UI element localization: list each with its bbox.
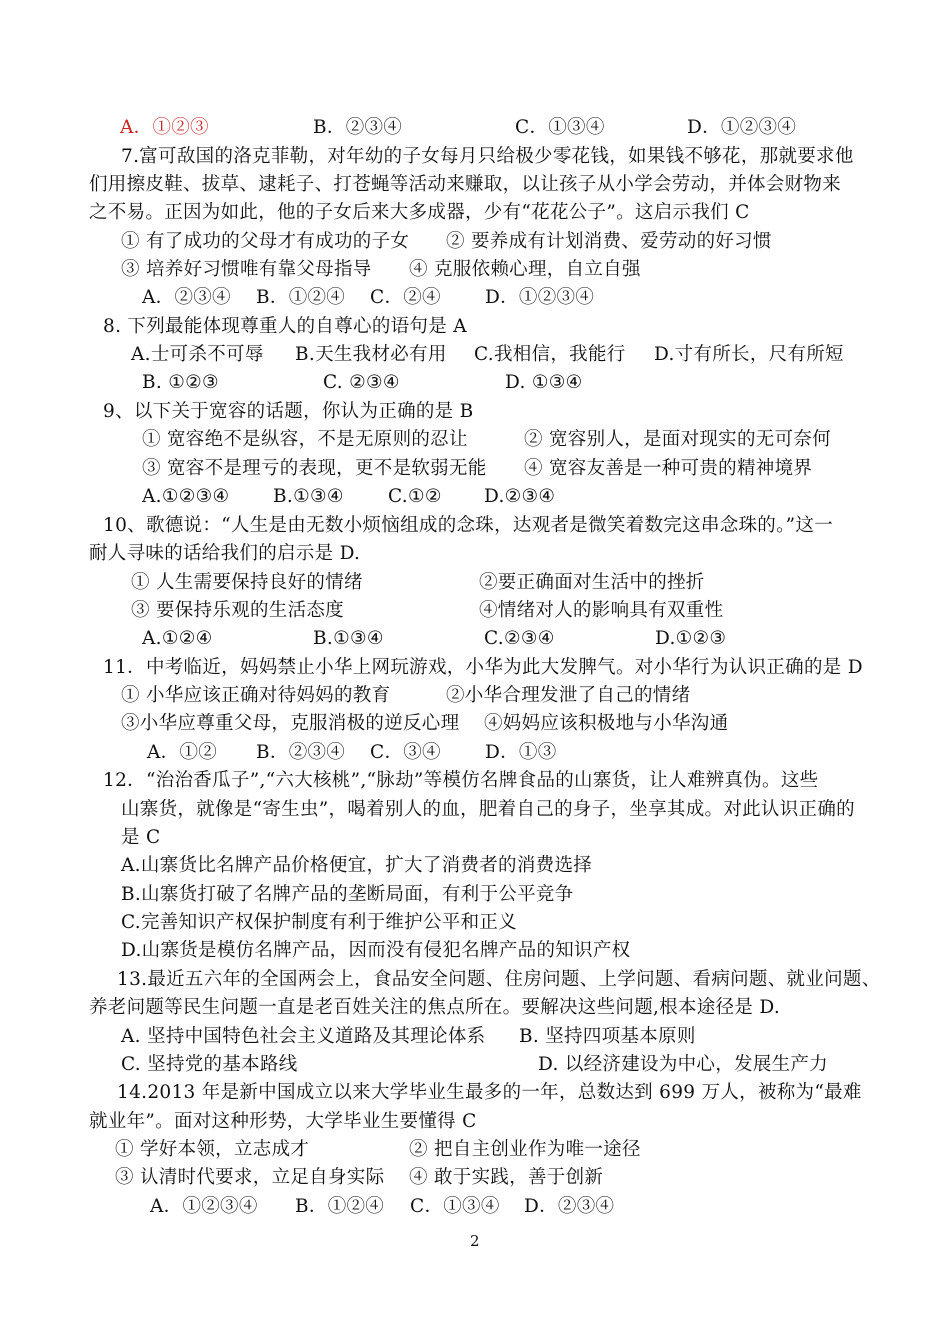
q9-option-b: B.①③④ — [273, 486, 344, 507]
q12-item-a: A.山寨货比名牌产品价格便宜，扩大了消费者的消费选择 — [121, 855, 593, 876]
q14-stem-line1: 14.2013 年是新中国成立以来大学毕业生最多的一年，总数达到 699 万人，被称为“最难 — [117, 1082, 862, 1103]
page-number: 2 — [470, 1232, 480, 1250]
q9-option-c: C.①② — [388, 486, 442, 507]
q9-item-1: ① 宽容绝不是纵容，不是无原则的忍让 — [142, 429, 468, 450]
q10-option-a: A.①②④ — [142, 628, 213, 649]
q11-option-b: B．②③④ — [256, 742, 346, 763]
q9-option-d: D.②③④ — [484, 486, 556, 507]
q10-option-b: B.①③④ — [313, 628, 384, 649]
q14-option-d: D．②③④ — [524, 1196, 615, 1217]
q12-stem-line3: 是 C — [121, 827, 161, 848]
q7-option-b: B．①②④ — [256, 287, 346, 308]
q13-item-c: C. 坚持党的基本路线 — [121, 1054, 298, 1075]
q8-option-d: D. ①③④ — [505, 372, 583, 393]
q8-stem: 8. 下列最能体现尊重人的自尊心的语句是 A — [103, 316, 467, 337]
q7-item-2: ② 要养成有计划消费、爱劳动的好习惯 — [446, 231, 772, 252]
q13-stem-line2: 养老问题等民生问题一直是老百姓关注的焦点所在。要解决这些问题,根本途径是 D. — [89, 997, 781, 1018]
q9-stem: 9、以下关于宽容的话题，你认为正确的是 B — [103, 401, 474, 422]
q13-item-d: D. 以经济建设为中心，发展生产力 — [538, 1054, 829, 1075]
q12-stem-line2: 山寨货，就像是“寄生虫”，喝着别人的血，肥着自己的身子，坐享其成。对此认识正确的 — [121, 799, 855, 820]
q13-item-a: A. 坚持中国特色社会主义道路及其理论体系 — [121, 1026, 486, 1047]
q11-option-c: C．③④ — [370, 742, 441, 763]
q10-item-4: ④情绪对人的影响具有双重性 — [479, 600, 724, 621]
q14-item-3: ③ 认清时代要求，立足自身实际 — [115, 1167, 385, 1188]
q13-item-b: B. 坚持四项基本原则 — [519, 1026, 696, 1047]
q6-option-b: B．②③④ — [313, 117, 403, 138]
q11-option-a: A．①② — [147, 742, 218, 763]
q11-stem: 11．中考临近，妈妈禁止小华上网玩游戏，小华为此大发脾气。对小华行为认识正确的是 D — [103, 657, 863, 678]
q12-item-b: B.山寨货打破了名牌产品的垄断局面，有利于公平竞争 — [121, 884, 574, 905]
q7-option-d: D．①②③④ — [485, 287, 595, 308]
q7-option-a: A．②③④ — [142, 287, 231, 308]
q10-item-1: ① 人生需要保持良好的情绪 — [131, 572, 363, 593]
q14-item-1: ① 学好本领，立志成才 — [115, 1139, 310, 1160]
q11-option-d: D．①③ — [485, 742, 557, 763]
q14-stem-line2: 就业年”。面对这种形势，大学毕业生要懂得 C — [89, 1111, 477, 1132]
q13-stem-line1: 13.最近五六年的全国两会上，食品安全问题、住房问题、上学问题、看病问题、就业问题、 — [117, 969, 881, 990]
q6-option-c: C．①③④ — [515, 117, 605, 138]
q9-option-a: A.①②③④ — [142, 486, 230, 507]
q7-stem-line3: 之不易。正因为如此，他的子女后来大多成器，少有“花花公子”。这启示我们 C — [89, 202, 750, 223]
q12-stem-line1: 12．“治治香瓜子”,“六大核桃”,“脉劫”等模仿名牌食品的山寨货，让人难辨真伪。这些 — [103, 770, 819, 791]
q7-item-4: ④ 克服依赖心理，自立自强 — [409, 259, 641, 280]
q8-item-b: B.天生我材必有用 — [295, 344, 447, 365]
q8-option-b: B. ①②③ — [142, 372, 219, 393]
q7-item-3: ③ 培养好习惯唯有靠父母指导 — [121, 259, 372, 280]
q6-option-a: A．①②③ — [120, 117, 209, 138]
q11-item-3: ③小华应尊重父母，克服消极的逆反心理 — [121, 713, 460, 734]
q9-item-3: ③ 宽容不是理亏的表现，更不是软弱无能 — [142, 458, 487, 479]
q11-item-1: ① 小华应该正确对待妈妈的教育 — [121, 685, 391, 706]
q8-option-c: C. ②③④ — [323, 372, 400, 393]
q7-option-c: C．②④ — [370, 287, 441, 308]
q9-item-2: ② 宽容别人，是面对现实的无可奈何 — [524, 429, 831, 450]
q8-item-c: C.我相信，我能行 — [474, 344, 626, 365]
q7-item-1: ① 有了成功的父母才有成功的子女 — [121, 231, 410, 252]
q7-stem-line1: 7.富可敌国的洛克菲勒，对年幼的子女每月只给极少零花钱，如果钱不够花，那就要求他 — [121, 146, 854, 167]
q11-item-4: ④妈妈应该积极地与小华沟通 — [484, 713, 729, 734]
q11-item-2: ②小华合理发泄了自己的情绪 — [446, 685, 691, 706]
q14-option-b: B．①②④ — [295, 1196, 385, 1217]
q12-item-d: D.山寨货是模仿名牌产品，因而没有侵犯名牌产品的知识产权 — [121, 940, 631, 961]
q12-item-c: C.完善知识产权保护制度有利于维护公平和正义 — [121, 912, 517, 933]
q14-item-4: ④ 敢于实践，善于创新 — [409, 1167, 604, 1188]
q8-item-d: D.寸有所长，尺有所短 — [654, 344, 844, 365]
q14-option-a: A．①②③④ — [150, 1196, 258, 1217]
q10-stem-line2: 耐人寻味的话给我们的启示是 D. — [89, 543, 361, 564]
q10-option-d: D.①②③ — [655, 628, 727, 649]
q6-option-d: D．①②③④ — [687, 117, 797, 138]
q14-option-c: C．①③④ — [410, 1196, 500, 1217]
q10-stem-line1: 10、歌德说：“人生是由无数小烦恼组成的念珠，达观者是微笑着数完这串念珠的。”这一 — [103, 515, 834, 536]
q14-item-2: ② 把自主创业作为唯一途径 — [409, 1139, 641, 1160]
q9-item-4: ④ 宽容友善是一种可贵的精神境界 — [524, 458, 813, 479]
q10-item-3: ③ 要保持乐观的生活态度 — [131, 600, 344, 621]
q10-option-c: C.②③④ — [484, 628, 555, 649]
q8-item-a: A.士可杀不可辱 — [131, 344, 264, 365]
q7-stem-line2: 们用擦皮鞋、拔草、逮耗子、打苍蝇等活动来赚取，以让孩子从小学会劳动，并体会财物来 — [89, 174, 842, 195]
q10-item-2: ②要正确面对生活中的挫折 — [479, 572, 705, 593]
